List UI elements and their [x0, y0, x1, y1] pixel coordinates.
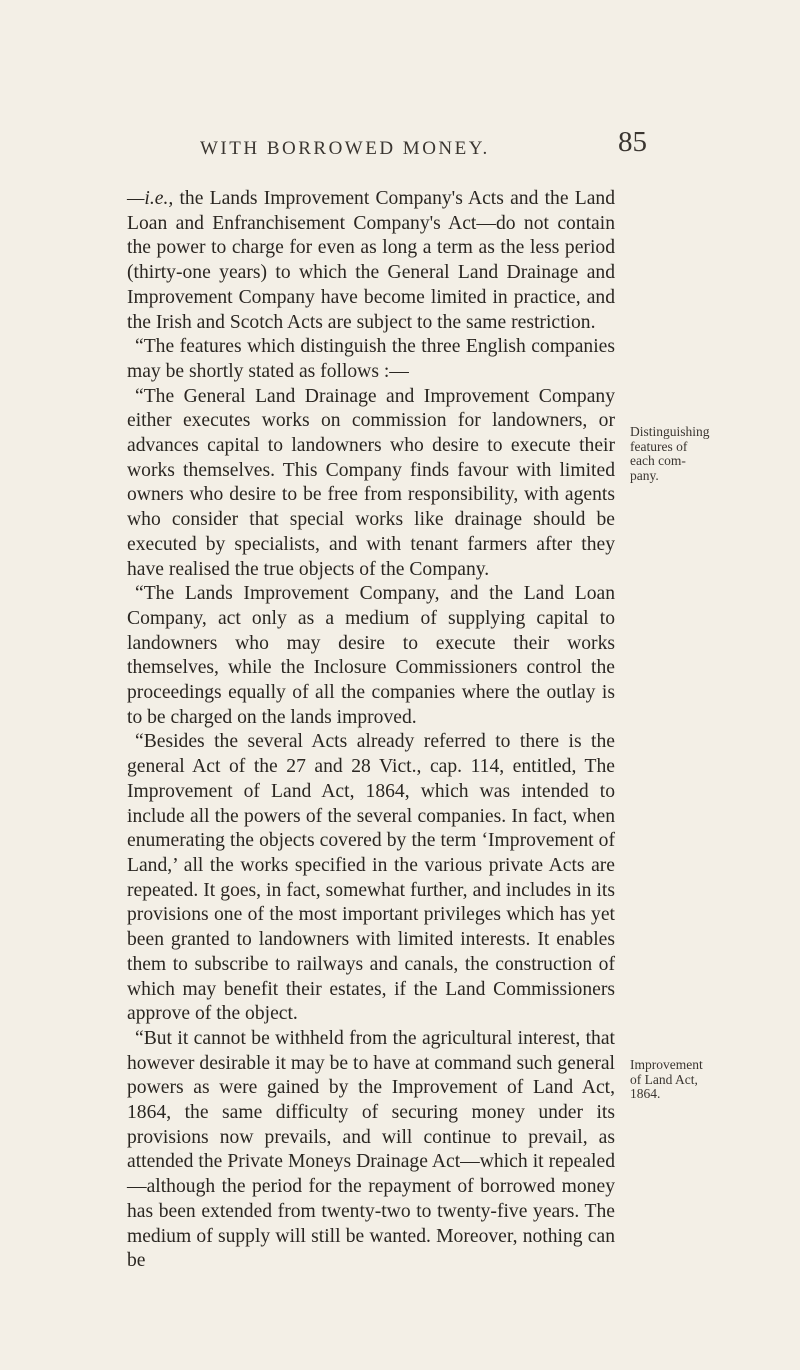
paragraph-1-text: the Lands Improvement Company's Acts and the Land Loan and Enfranchisement Company's Act—do not contain the power to charge for even as long a term as the less period (thirty-one years) to which the General Land Drainage and Improvement Company have become limited in practice, and the Irish and Scotch Acts are subject to the same restriction. — [127, 188, 615, 333]
body-text — [127, 187, 615, 1274]
margin-note-line: Improvement — [630, 1057, 703, 1072]
margin-note-line: each com- — [630, 453, 686, 468]
margin-note-line: features of — [630, 438, 688, 454]
margin-note-line: pany. — [630, 467, 659, 483]
margin-note-line: of Land Act, — [630, 1071, 698, 1087]
margin-note-line: 1864. — [630, 1086, 661, 1101]
margin-note-distinguishing-features — [630, 425, 722, 483]
paragraph-6: “But it cannot be withheld from the agricultural interest, that however desirable it may be to have at command such general powers as were gained by the Improvement of Land Act, 1864, the same difficulty of securing money under its provisions now prevails, and will continue to prevail, as attended the Private Moneys Drainage Act—which it repealed—although the period for the repayment of borrowed money has been extended from twenty-two to twenty-five years. The medium of supply will still be wanted. Moreover, nothing can be — [127, 1027, 615, 1272]
paragraph-3: “The General Land Drainage and Improvement Company either executes works on commission for landowners, or advances capital to landowners who desire to execute their works themselves. This Company finds favour with limited owners who desire to be free from responsibility, with agents who consider that special works like drainage should be executed by specialists, and with tenant farmers after they have realised the true objects of the Company. — [127, 385, 615, 580]
paragraph-1-lead: —i.e., — [127, 188, 174, 209]
paragraph-5: “Besides the several Acts already referred to there is the general Act of the 27 and 28 Vict., cap. 114, entitled, The Improvement of Land Act, 1864, which was intended to include all the powers of the several companies. In fact, when enumerating the objects covered by the term ‘Improvement of Land,’ all the works specified in the various private Acts are repeated. It goes, in fact, somewhat further, and includes in its provisions one of the most important privileges which has yet been granted to landowners with limited interests. It enables them to subscribe to railways and canals, the construction of which may benefit their estates, if the Land Commissioners approve of the object. — [127, 731, 615, 1025]
paragraph-1 — [127, 187, 615, 335]
margin-note-line: Distinguishing — [630, 424, 710, 439]
paragraph-4: “The Lands Improvement Company, and the Land Loan Company, act only as a medium of supplying capital to landowners who may desire to execute their works themselves, while the Inclosure Commissioners control the proceedings equally of all the companies where the outlay is to be charged on the lands improved. — [127, 583, 615, 728]
margin-note-improvement-act — [630, 1058, 722, 1102]
page-number: 85 — [618, 126, 647, 158]
paragraph-2: “The features which distinguish the three English companies may be shortly stated as follows :— — [127, 336, 615, 382]
running-head: WITH BORROWED MONEY. — [200, 138, 490, 159]
